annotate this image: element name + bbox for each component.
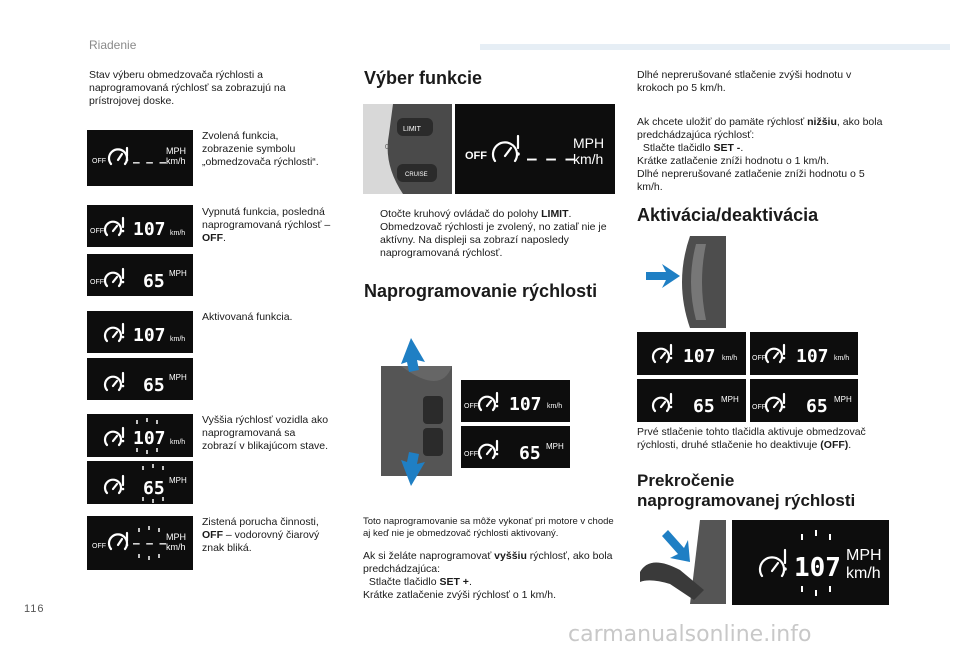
- display-speed: 107: [133, 325, 166, 346]
- display-deactivation-kmh: [750, 332, 858, 375]
- display-off-label: OFF: [464, 451, 478, 458]
- heading-function-selection: Výber funkcie: [364, 68, 483, 88]
- display-off-label: OFF: [92, 158, 106, 165]
- display-off-label: OFF: [90, 279, 104, 286]
- item-selected-text: Zvolená funkcia, zobrazenie symbolu „obmedzovača rýchlosti“.: [202, 130, 319, 168]
- speed-limiter-icon: [109, 533, 128, 549]
- display-fault: [87, 516, 193, 570]
- display-dashes: – – –: [133, 537, 167, 550]
- activation-text: Prvé stlačenie tohto tlačidla aktivuje obmedzovač rýchlosti, druhé stlačenie ho deaktivuje (OFF).: [637, 426, 866, 451]
- long-press-increase-text: Dlhé neprerušované stlačenie zvýši hodnotu v krokoch po 5 km/h.: [637, 69, 852, 94]
- section-tag: Riadenie: [89, 38, 137, 52]
- activation-button-image: [640, 236, 726, 328]
- display-kmh-label: km/h: [846, 565, 881, 582]
- display-kmh-label: km/h: [547, 403, 563, 410]
- display-speed: 65: [143, 271, 165, 292]
- speed-limiter-icon: [105, 269, 124, 286]
- bullet-select-limit: Otočte kruhový ovládač do polohy LIMIT. Obmedzovač rýchlosti je zvolený, no zatiaľ nie je aktívny. Na displeji sa zobrazí naposledy naprogramovaná rýchlosť.: [380, 208, 607, 259]
- display-blinking-mph: [87, 461, 193, 504]
- speed-limiter-icon: [105, 476, 124, 493]
- speed-limiter-icon: [479, 393, 498, 410]
- display-mph-label: MPH: [573, 135, 605, 151]
- heading-activation: Aktivácia/deaktivácia: [637, 205, 819, 225]
- speed-limiter-icon: [109, 148, 128, 164]
- display-kmh-label: km/h: [170, 336, 186, 343]
- item-blinking-text: Vyššia rýchlosť vozidla ako naprogramovaná sa zobrazí v blikajúcom stave.: [202, 414, 329, 452]
- display-off-label: OFF: [752, 404, 766, 411]
- header-bar: [480, 44, 950, 50]
- control-label-cruise: CRUISE: [405, 172, 428, 178]
- display-speed: 107: [133, 428, 166, 449]
- display-speed: 65: [806, 396, 828, 417]
- speed-limiter-icon: [105, 428, 124, 445]
- display-active-mph: [87, 358, 193, 400]
- higher-speed-text: Ak si želáte naprogramovať vyššiu rýchlosť, ako bola predchádzajúca: Stlačte tlačidlo SET +. Krátke zatlačenie zvýši rýchlosť o 1 km/h.: [363, 550, 613, 601]
- item-off-text: Vypnutá funkcia, posledná naprogramovaná rýchlosť – OFF.: [202, 206, 331, 244]
- speed-limiter-icon: [493, 136, 520, 161]
- display-selected: [87, 130, 193, 186]
- display-kmh-label: km/h: [722, 355, 738, 362]
- arrow-right-icon: [646, 264, 680, 288]
- display-activation-mph: [637, 379, 746, 422]
- intro-text: Stav výberu obmedzovača rýchlosti a naprogramovaná rýchlosť sa zobrazujú na prístrojovej doske.: [89, 69, 286, 107]
- display-kmh-label: km/h: [166, 156, 186, 166]
- lower-speed-text: Ak chcete uložiť do pamäte rýchlosť nižšiu, ako bola predchádzajúca rýchlosť: Stlačte tlačidlo SET -. Krátke zatlačenie zníži hodnotu o 1 km/h. Dlhé neprerušované zatlačenie zníži hodnotu o 5 km/h.: [637, 116, 883, 193]
- display-speed: 65: [143, 375, 165, 396]
- display-dashes: – – –: [133, 156, 167, 169]
- display-speed: 107: [509, 394, 542, 415]
- control-label-zero: 0: [385, 144, 389, 151]
- display-off-label: OFF: [465, 150, 487, 162]
- display-off-label: OFF: [92, 543, 106, 550]
- display-mph-label: MPH: [166, 146, 186, 156]
- display-kmh-label: km/h: [170, 230, 186, 237]
- display-speed: 107: [133, 219, 166, 240]
- display-off-label: OFF: [90, 228, 104, 235]
- display-off-mph: [87, 254, 193, 296]
- display-mph-label: MPH: [721, 395, 739, 404]
- display-speed: 65: [143, 478, 165, 499]
- display-mph-label: MPH: [169, 476, 187, 485]
- speed-limiter-icon: [105, 373, 124, 390]
- display-speed: 65: [693, 396, 715, 417]
- display-deactivation-mph: [750, 379, 858, 422]
- display-dashes: – – –: [527, 149, 576, 168]
- display-kmh-label: km/h: [573, 151, 604, 167]
- display-kmh-label: km/h: [166, 542, 186, 552]
- display-blinking-kmh: [87, 414, 193, 457]
- heading-exceeding-speed: Prekročenie naprogramovanej rýchlosti: [637, 471, 856, 510]
- speed-limiter-icon: [766, 394, 785, 411]
- item-active-text: Aktivovaná funkcia.: [202, 311, 293, 323]
- display-mph-label: MPH: [169, 269, 187, 278]
- speed-limiter-icon: [105, 218, 124, 235]
- display-speed: 107: [796, 346, 829, 367]
- display-active-kmh: [87, 311, 193, 353]
- speed-limiter-icon: [653, 345, 672, 362]
- display-mph-label: MPH: [834, 395, 852, 404]
- speed-limiter-icon: [479, 441, 498, 458]
- display-kmh-label: km/h: [170, 439, 186, 446]
- display-programming-kmh: [461, 380, 570, 422]
- control-stalk-image: [363, 104, 452, 194]
- set-buttons-image: [381, 336, 452, 488]
- speed-limiter-icon: [105, 324, 124, 341]
- accelerator-pedal-image: [640, 520, 726, 604]
- heading-speed-programming: Naprogramovanie rýchlosti: [364, 281, 598, 301]
- programming-note: Toto naprogramovanie sa môže vykonať pri motore v chode aj keď nie je obmedzovač rýchlosti aktivovaný.: [363, 516, 614, 539]
- display-speed: 65: [519, 443, 541, 464]
- speed-limiter-icon: [760, 550, 787, 576]
- display-mph-label: MPH: [846, 547, 882, 564]
- display-programming-mph: [461, 426, 570, 468]
- display-mph-label: MPH: [169, 373, 187, 382]
- control-label-limit: LIMIT: [403, 126, 421, 133]
- display-activation-kmh: [637, 332, 746, 375]
- display-off-kmh: [87, 205, 193, 247]
- display-kmh-label: km/h: [834, 355, 850, 362]
- display-selection-large: [455, 104, 615, 194]
- display-speed: 107: [794, 553, 841, 583]
- display-mph-label: MPH: [166, 532, 186, 542]
- display-speed: 107: [683, 346, 716, 367]
- display-off-label: OFF: [464, 403, 478, 410]
- arrow-down-right-icon: [662, 530, 690, 562]
- speed-limiter-icon: [766, 345, 785, 362]
- display-exceeding: [732, 520, 889, 605]
- item-fault-text: Zistená porucha činnosti, OFF – vodorovný čiarový znak bliká.: [202, 516, 320, 554]
- display-off-label: OFF: [752, 355, 766, 362]
- display-mph-label: MPH: [546, 442, 564, 451]
- watermark: carmanualsonline.info: [568, 622, 812, 647]
- speed-limiter-icon: [653, 394, 672, 411]
- page-number: 116: [24, 603, 45, 615]
